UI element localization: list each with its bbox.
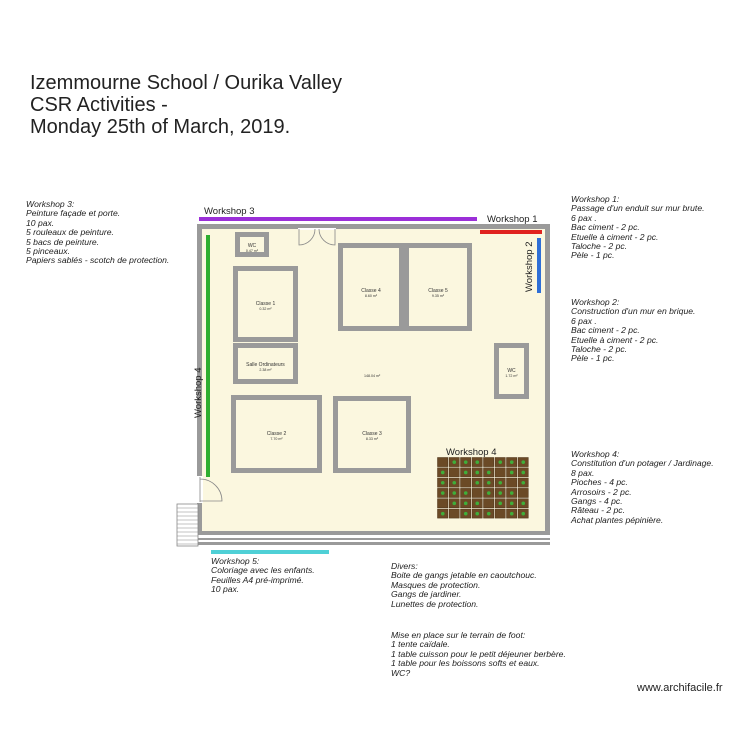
note-line: 5 rouleaux de peinture. xyxy=(26,227,114,238)
entrance-door-icon xyxy=(298,228,336,248)
room-area: 8.60 m² xyxy=(364,294,378,298)
plant-icon xyxy=(521,460,525,464)
note-line: 1 table cuisson pour le petit déjeuner berbère. xyxy=(391,648,566,659)
plant-icon xyxy=(464,512,468,516)
room-name: Classe 3 xyxy=(362,431,382,438)
workshop-3-note xyxy=(26,200,169,266)
note-line: Bac ciment - 2 pc. xyxy=(571,222,640,233)
brand-watermark: www.archifacile.fr xyxy=(637,682,723,694)
plant-icon xyxy=(498,481,502,485)
garden-plot xyxy=(484,499,494,508)
workshop-4-bar xyxy=(206,235,210,477)
note-line: Constitution d'un potager / Jardinage. xyxy=(571,458,714,469)
room-area: 0.47 m² xyxy=(245,249,259,253)
plant-icon xyxy=(464,460,468,464)
workshop-2-bar xyxy=(537,238,541,293)
plant-icon xyxy=(510,502,514,506)
note-line: Construction d'un mur en brique. xyxy=(571,306,696,317)
note-line: Coloriage avec les enfants. xyxy=(211,565,315,576)
west-wall-upper xyxy=(197,224,202,476)
plant-icon xyxy=(487,471,491,475)
workshop-4-garden-label: Workshop 4 xyxy=(446,447,497,458)
room-area: 8.33 m² xyxy=(365,437,379,442)
garden-plot xyxy=(507,478,517,487)
plant-icon xyxy=(441,481,445,485)
plant-icon xyxy=(521,471,525,475)
plant-icon xyxy=(498,491,502,495)
plant-icon xyxy=(452,502,456,506)
south-wall xyxy=(197,531,550,535)
plant-icon xyxy=(452,481,456,485)
plant-icon xyxy=(487,512,491,516)
workshop-2-label: Workshop 2 xyxy=(524,241,535,292)
plan-title xyxy=(30,72,342,138)
plant-icon xyxy=(487,491,491,495)
note-line: Achat plantes pépinière. xyxy=(571,514,664,525)
plant-icon xyxy=(452,491,456,495)
main-area-label: 148.04 m² xyxy=(364,374,381,378)
workshop-3-bar xyxy=(199,217,477,221)
plant-icon xyxy=(475,471,479,475)
room-classe-1 xyxy=(233,266,298,342)
room-area: 7.70 m² xyxy=(270,436,283,441)
note-line: Peinture façade et porte. xyxy=(26,208,121,219)
plant-icon xyxy=(510,512,514,516)
title-line-3: Monday 25th of March, 2019. xyxy=(30,116,291,138)
note-line: Bac ciment - 2 pc. xyxy=(571,325,640,336)
plant-icon xyxy=(452,460,456,464)
workshop-1-note xyxy=(571,195,705,261)
room-classe-3 xyxy=(333,396,411,473)
stairs-icon xyxy=(176,503,200,548)
note-line: Pèle - 1 pc. xyxy=(571,250,615,261)
workshop-5-note xyxy=(211,557,315,595)
note-line: Gangs - 4 pc. xyxy=(571,496,623,507)
plant-icon xyxy=(464,502,468,506)
room-name: Classe 2 xyxy=(266,430,287,437)
room-wc-1 xyxy=(235,232,269,257)
note-line: Pèle - 1 pc. xyxy=(571,353,615,364)
terrain-note xyxy=(391,631,566,678)
note-line: Masques de protection. xyxy=(391,579,481,590)
plant-icon xyxy=(487,481,491,485)
note-line: 5 pinceaux. xyxy=(26,246,70,257)
vegetable-garden xyxy=(437,457,530,520)
garden-plot xyxy=(484,458,494,467)
room-area: 1.72 m² xyxy=(505,374,518,378)
room-classe-2 xyxy=(231,395,322,473)
note-line: Mise en place sur le terrain de foot: xyxy=(391,630,526,640)
note-line: Etuelle à ciment - 2 pc. xyxy=(571,334,659,345)
plant-icon xyxy=(510,471,514,475)
plant-icon xyxy=(521,512,525,516)
note-line: 6 pax . xyxy=(571,315,597,326)
plant-icon xyxy=(441,491,445,495)
note-line: Papiers sablés - scotch de protection. xyxy=(26,255,170,266)
room-area: 2.38 m² xyxy=(259,368,272,372)
note-line: Workshop 4: xyxy=(571,449,620,459)
plant-icon xyxy=(510,460,514,464)
room-salle-ordinateurs xyxy=(233,343,298,384)
room-name: Classe 1 xyxy=(255,300,276,307)
plant-icon xyxy=(475,502,479,506)
note-line: Workshop 2: xyxy=(571,297,620,307)
garden-plot xyxy=(449,509,459,518)
plant-icon xyxy=(464,491,468,495)
divers-note xyxy=(391,562,537,609)
note-line: Taloche - 2 pc. xyxy=(571,344,628,355)
garden-plot xyxy=(518,488,528,497)
plant-icon xyxy=(475,481,479,485)
note-line: Arrosoirs - 2 pc. xyxy=(571,486,632,497)
plant-icon xyxy=(498,502,502,506)
south-wall-outer xyxy=(197,542,550,545)
plant-icon xyxy=(464,471,468,475)
note-line: Workshop 1: xyxy=(571,194,620,204)
east-wall xyxy=(545,224,550,534)
note-line: Divers: xyxy=(391,561,418,571)
note-line: 6 pax . xyxy=(571,212,597,223)
note-line: Passage d'un enduit sur mur brute. xyxy=(571,203,705,214)
room-name: Salle Ordinateurs xyxy=(246,362,285,368)
plant-icon xyxy=(441,512,445,516)
workshop-4-note xyxy=(571,450,714,525)
south-wall-line xyxy=(197,538,550,540)
note-line: Râteau - 2 pc. xyxy=(571,505,625,516)
note-line: Workshop 5: xyxy=(211,556,260,566)
garden-plot xyxy=(438,499,448,508)
plant-icon xyxy=(441,471,445,475)
workshop-5-bar xyxy=(211,550,329,554)
room-name: WC xyxy=(247,243,257,249)
note-line: 5 bacs de peinture. xyxy=(26,236,100,247)
note-line: Lunettes de protection. xyxy=(391,598,479,609)
plant-icon xyxy=(475,512,479,516)
garden-plot xyxy=(449,468,459,477)
plant-icon xyxy=(498,460,502,464)
plant-icon xyxy=(521,481,525,485)
room-classe-5 xyxy=(404,243,472,331)
note-line: 10 pax. xyxy=(26,217,55,228)
room-wc-2 xyxy=(494,343,529,399)
plant-icon xyxy=(521,502,525,506)
plant-icon xyxy=(475,460,479,464)
note-line: 10 pax. xyxy=(211,584,240,595)
room-name: Classe 5 xyxy=(428,288,448,294)
workshop-2-note xyxy=(571,298,695,364)
note-line: Workshop 3: xyxy=(26,199,75,209)
garden-plot xyxy=(438,458,448,467)
note-line: 1 tente caïdale. xyxy=(391,639,450,650)
note-line: Taloche - 2 pc. xyxy=(571,241,628,252)
workshop-4-side-label: Workshop 4 xyxy=(193,367,204,418)
side-door-icon xyxy=(196,476,226,504)
note-line: 8 pax. xyxy=(571,467,595,478)
note-line: Feuilles A4 pré-imprimé. xyxy=(211,574,304,585)
note-line: 1 table pour les boissons softs et eaux. xyxy=(391,658,540,669)
room-classe-4 xyxy=(338,243,404,331)
room-name: Classe 4 xyxy=(361,288,381,294)
note-line: Etuelle à ciment - 2 pc. xyxy=(571,231,659,242)
garden-plot xyxy=(461,478,471,487)
note-line: WC? xyxy=(391,667,411,678)
workshop-1-bar xyxy=(480,230,542,234)
plant-icon xyxy=(510,491,514,495)
note-line: Pioches - 4 pc. xyxy=(571,477,628,488)
room-area: 9.35 m² xyxy=(431,294,445,298)
room-name: WC xyxy=(507,368,516,374)
workshop-3-label: Workshop 3 xyxy=(204,206,255,217)
garden-plot xyxy=(495,509,505,518)
room-area: 0.32 m² xyxy=(259,306,272,311)
note-line: Boite de gangs jetable en caoutchouc. xyxy=(391,570,537,581)
workshop-1-label: Workshop 1 xyxy=(487,214,538,225)
title-line-1: Izemmourne School / Ourika Valley xyxy=(30,72,342,94)
note-line: Gangs de jardiner. xyxy=(391,589,462,600)
garden-plot xyxy=(495,468,505,477)
garden-plot xyxy=(472,488,482,497)
title-line-2: CSR Activities - xyxy=(30,94,168,116)
